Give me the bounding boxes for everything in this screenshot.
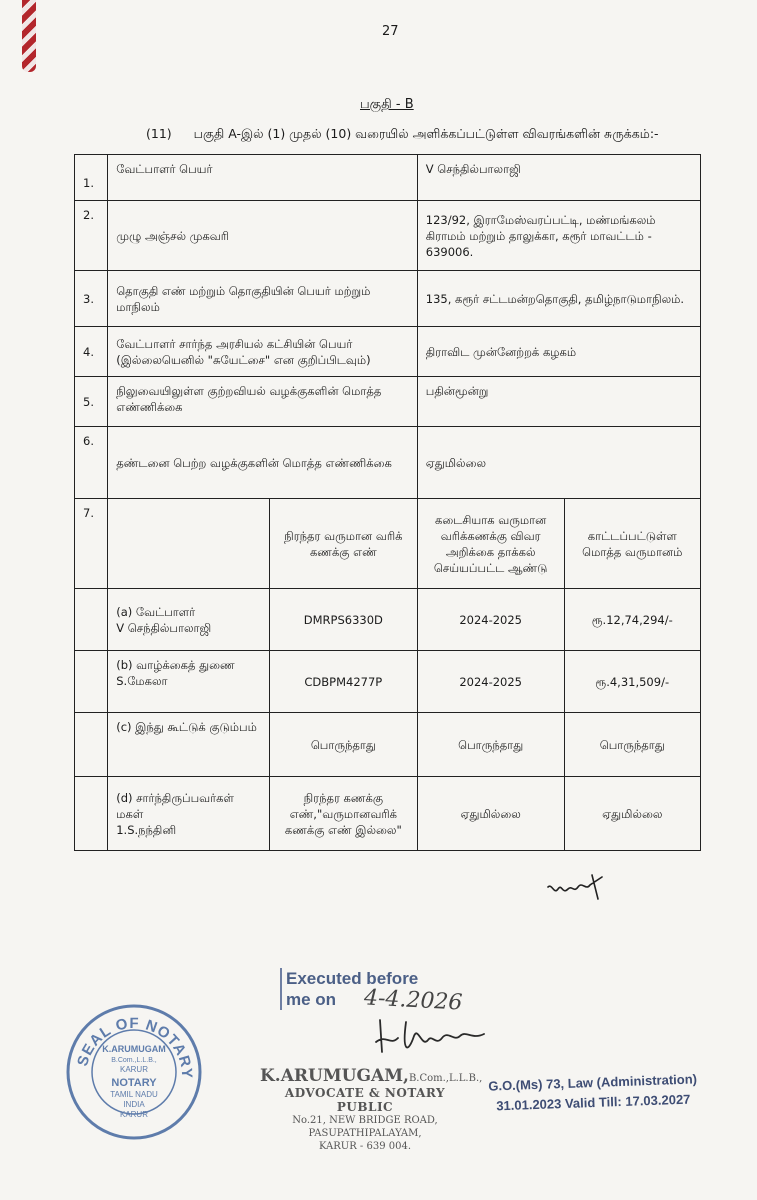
- candidate-signature: [544, 865, 614, 905]
- advocate-stamp: [260, 1066, 483, 1153]
- advocate-name-line: [260, 1066, 483, 1086]
- party-label: (b) வாழ்க்கைத் துணை: [116, 658, 235, 672]
- income-party: [108, 777, 270, 851]
- year-value: 2024-2025: [417, 651, 564, 713]
- row-value: திராவிட முன்னேற்றக் கழகம்: [417, 327, 700, 377]
- total-header: காட்டப்பட்டுள்ள மொத்த வருமானம்: [564, 499, 700, 589]
- pan-value: CDBPM4277P: [269, 651, 417, 713]
- year-value: ஏதுமில்லை: [417, 777, 564, 851]
- table-row: [75, 777, 701, 851]
- income-party: [108, 589, 270, 651]
- total-value: ரூ.12,74,294/-: [564, 589, 700, 651]
- seal-ring-path: SEAL OF NOTARY: [74, 1014, 196, 1080]
- advocate-address-3: KARUR - 639 004.: [318, 1141, 412, 1152]
- party-name: V செந்தில்பாலாஜி: [116, 620, 212, 635]
- seal-place: KARUR: [119, 1065, 149, 1074]
- go-line-2: 31.01.2023 Valid Till: 17.03.2027: [496, 1091, 691, 1114]
- pan-header: நிரந்தர வருமான வரிக் கணக்கு எண்: [269, 499, 417, 589]
- summary-title: [146, 126, 659, 143]
- seal-title: NOTARY: [111, 1077, 157, 1089]
- party-name: 1.S.நந்தினி: [116, 822, 177, 837]
- go-line-1: G.O.(Ms) 73, Law (Administration): [488, 1071, 698, 1094]
- table-row: [75, 201, 701, 271]
- pan-value: நிரந்தர கணக்கு எண்,"வருமானவரிக் கணக்கு எண் இல்லை": [269, 777, 417, 851]
- row-label: தொகுதி எண் மற்றும் தொகுதியின் பெயர் மற்றும் மாநிலம்: [108, 271, 418, 327]
- advocate-address-1: No.21, NEW BRIDGE ROAD,: [292, 1115, 438, 1126]
- total-value: ரூ.4,31,509/-: [564, 651, 700, 713]
- pan-value: பொருந்தாது: [269, 713, 417, 777]
- table-row: [75, 327, 701, 377]
- row-number: 5.: [75, 377, 108, 427]
- row-number: 6.: [75, 427, 108, 499]
- advocate-address-2: PASUPATHIPALAYAM,: [308, 1128, 422, 1139]
- government-order-stamp: [487, 1069, 698, 1116]
- seal-name: K.ARUMUGAM: [102, 1044, 166, 1054]
- executed-line-2: me on: [286, 990, 337, 1009]
- row-number: 3.: [75, 271, 108, 327]
- year-value: 2024-2025: [417, 589, 564, 651]
- row-label: நிலுவையிலுள்ள குற்றவியல் வழக்குகளின் மொத்த எண்ணிக்கை: [108, 377, 418, 427]
- row-value: 135, கரூர் சட்டமன்றதொகுதி, தமிழ்நாடுமாநிலம்.: [417, 271, 700, 327]
- row-number: 4.: [75, 327, 108, 377]
- row-value: ஏதுமில்லை: [417, 427, 700, 499]
- table-row: [75, 589, 701, 651]
- table-row: [75, 499, 701, 589]
- empty-cell: [75, 713, 108, 777]
- pan-value: DMRPS6330D: [269, 589, 417, 651]
- year-header: கடைசியாக வருமான வரிக்கணக்கு விவர அறிக்கை தாக்கல் செய்யப்பட்ட ஆண்டு: [417, 499, 564, 589]
- summary-table: [74, 154, 701, 851]
- summary-number: (11): [146, 126, 172, 141]
- year-value: பொருந்தாது: [417, 713, 564, 777]
- income-party: (c) இந்து கூட்டுக் குடும்பம்: [108, 713, 270, 777]
- row-value: 123/92, இராமேஸ்வரப்பட்டி, மண்மங்கலம் கிராமம் மற்றும் தாலுக்கா, கரூர் மாவட்டம் - 639006.: [417, 201, 700, 271]
- party-label: (d) சார்ந்திருப்பவர்கள் மகள்: [116, 790, 234, 821]
- seal-degree: B.Com.,L.L.B.,: [111, 1057, 157, 1064]
- total-value: ஏதுமில்லை: [564, 777, 700, 851]
- row-number: 1.: [75, 155, 108, 201]
- notary-signature: [372, 1012, 492, 1060]
- summary-text: பகுதி A-இல் (1) முதல் (10) வரையில் அளிக்கப்பட்டுள்ள விவரங்களின் சுருக்கம்:-: [193, 126, 659, 141]
- table-row: [75, 271, 701, 327]
- empty-cell: [108, 499, 270, 589]
- table-row: [75, 427, 701, 499]
- table-row: [75, 651, 701, 713]
- row-label: வேட்பாளர் சார்ந்த அரசியல் கட்சியின் பெயர் (இல்லையெனில் "சுயேட்சை" என குறிப்பிடவும்): [108, 327, 418, 377]
- total-value: பொருந்தாது: [564, 713, 700, 777]
- row-value: V செந்தில்பாலாஜி: [417, 155, 700, 201]
- execution-date: 4-4.2026: [363, 985, 464, 1016]
- empty-cell: [75, 777, 108, 851]
- empty-cell: [75, 589, 108, 651]
- row-number: 7.: [75, 499, 108, 589]
- seal-country: INDIA: [123, 1100, 145, 1109]
- table-row: [75, 713, 701, 777]
- row-value: பதின்மூன்று: [417, 377, 700, 427]
- seal-state: TAMIL NADU: [110, 1090, 158, 1099]
- advocate-degree: B.Com.,L.L.B.,: [408, 1073, 483, 1084]
- section-heading: பகுதி - B: [360, 97, 414, 112]
- binding-string: [22, 0, 36, 72]
- party-label: (a) வேட்பாளர்: [116, 604, 196, 619]
- empty-cell: [75, 651, 108, 713]
- row-label: முழு அஞ்சல் முகவரி: [108, 201, 418, 271]
- seal-city: KARUR: [119, 1110, 149, 1119]
- advocate-name: K.ARUMUGAM,: [260, 1066, 409, 1086]
- table-row: [75, 377, 701, 427]
- row-label: தண்டனை பெற்ற வழக்குகளின் மொத்த எண்ணிக்கை: [108, 427, 418, 499]
- executed-line-1: Executed before: [286, 969, 419, 988]
- row-number: 2.: [75, 201, 108, 271]
- page-number: 27: [382, 24, 399, 39]
- income-party: [108, 651, 270, 713]
- advocate-title: ADVOCATE & NOTARY PUBLIC: [284, 1086, 446, 1114]
- table-row: [75, 155, 701, 201]
- notary-seal: [64, 1002, 204, 1142]
- row-label: வேட்பாளர் பெயர்: [108, 155, 418, 201]
- party-name: S.மேகலா: [116, 674, 168, 688]
